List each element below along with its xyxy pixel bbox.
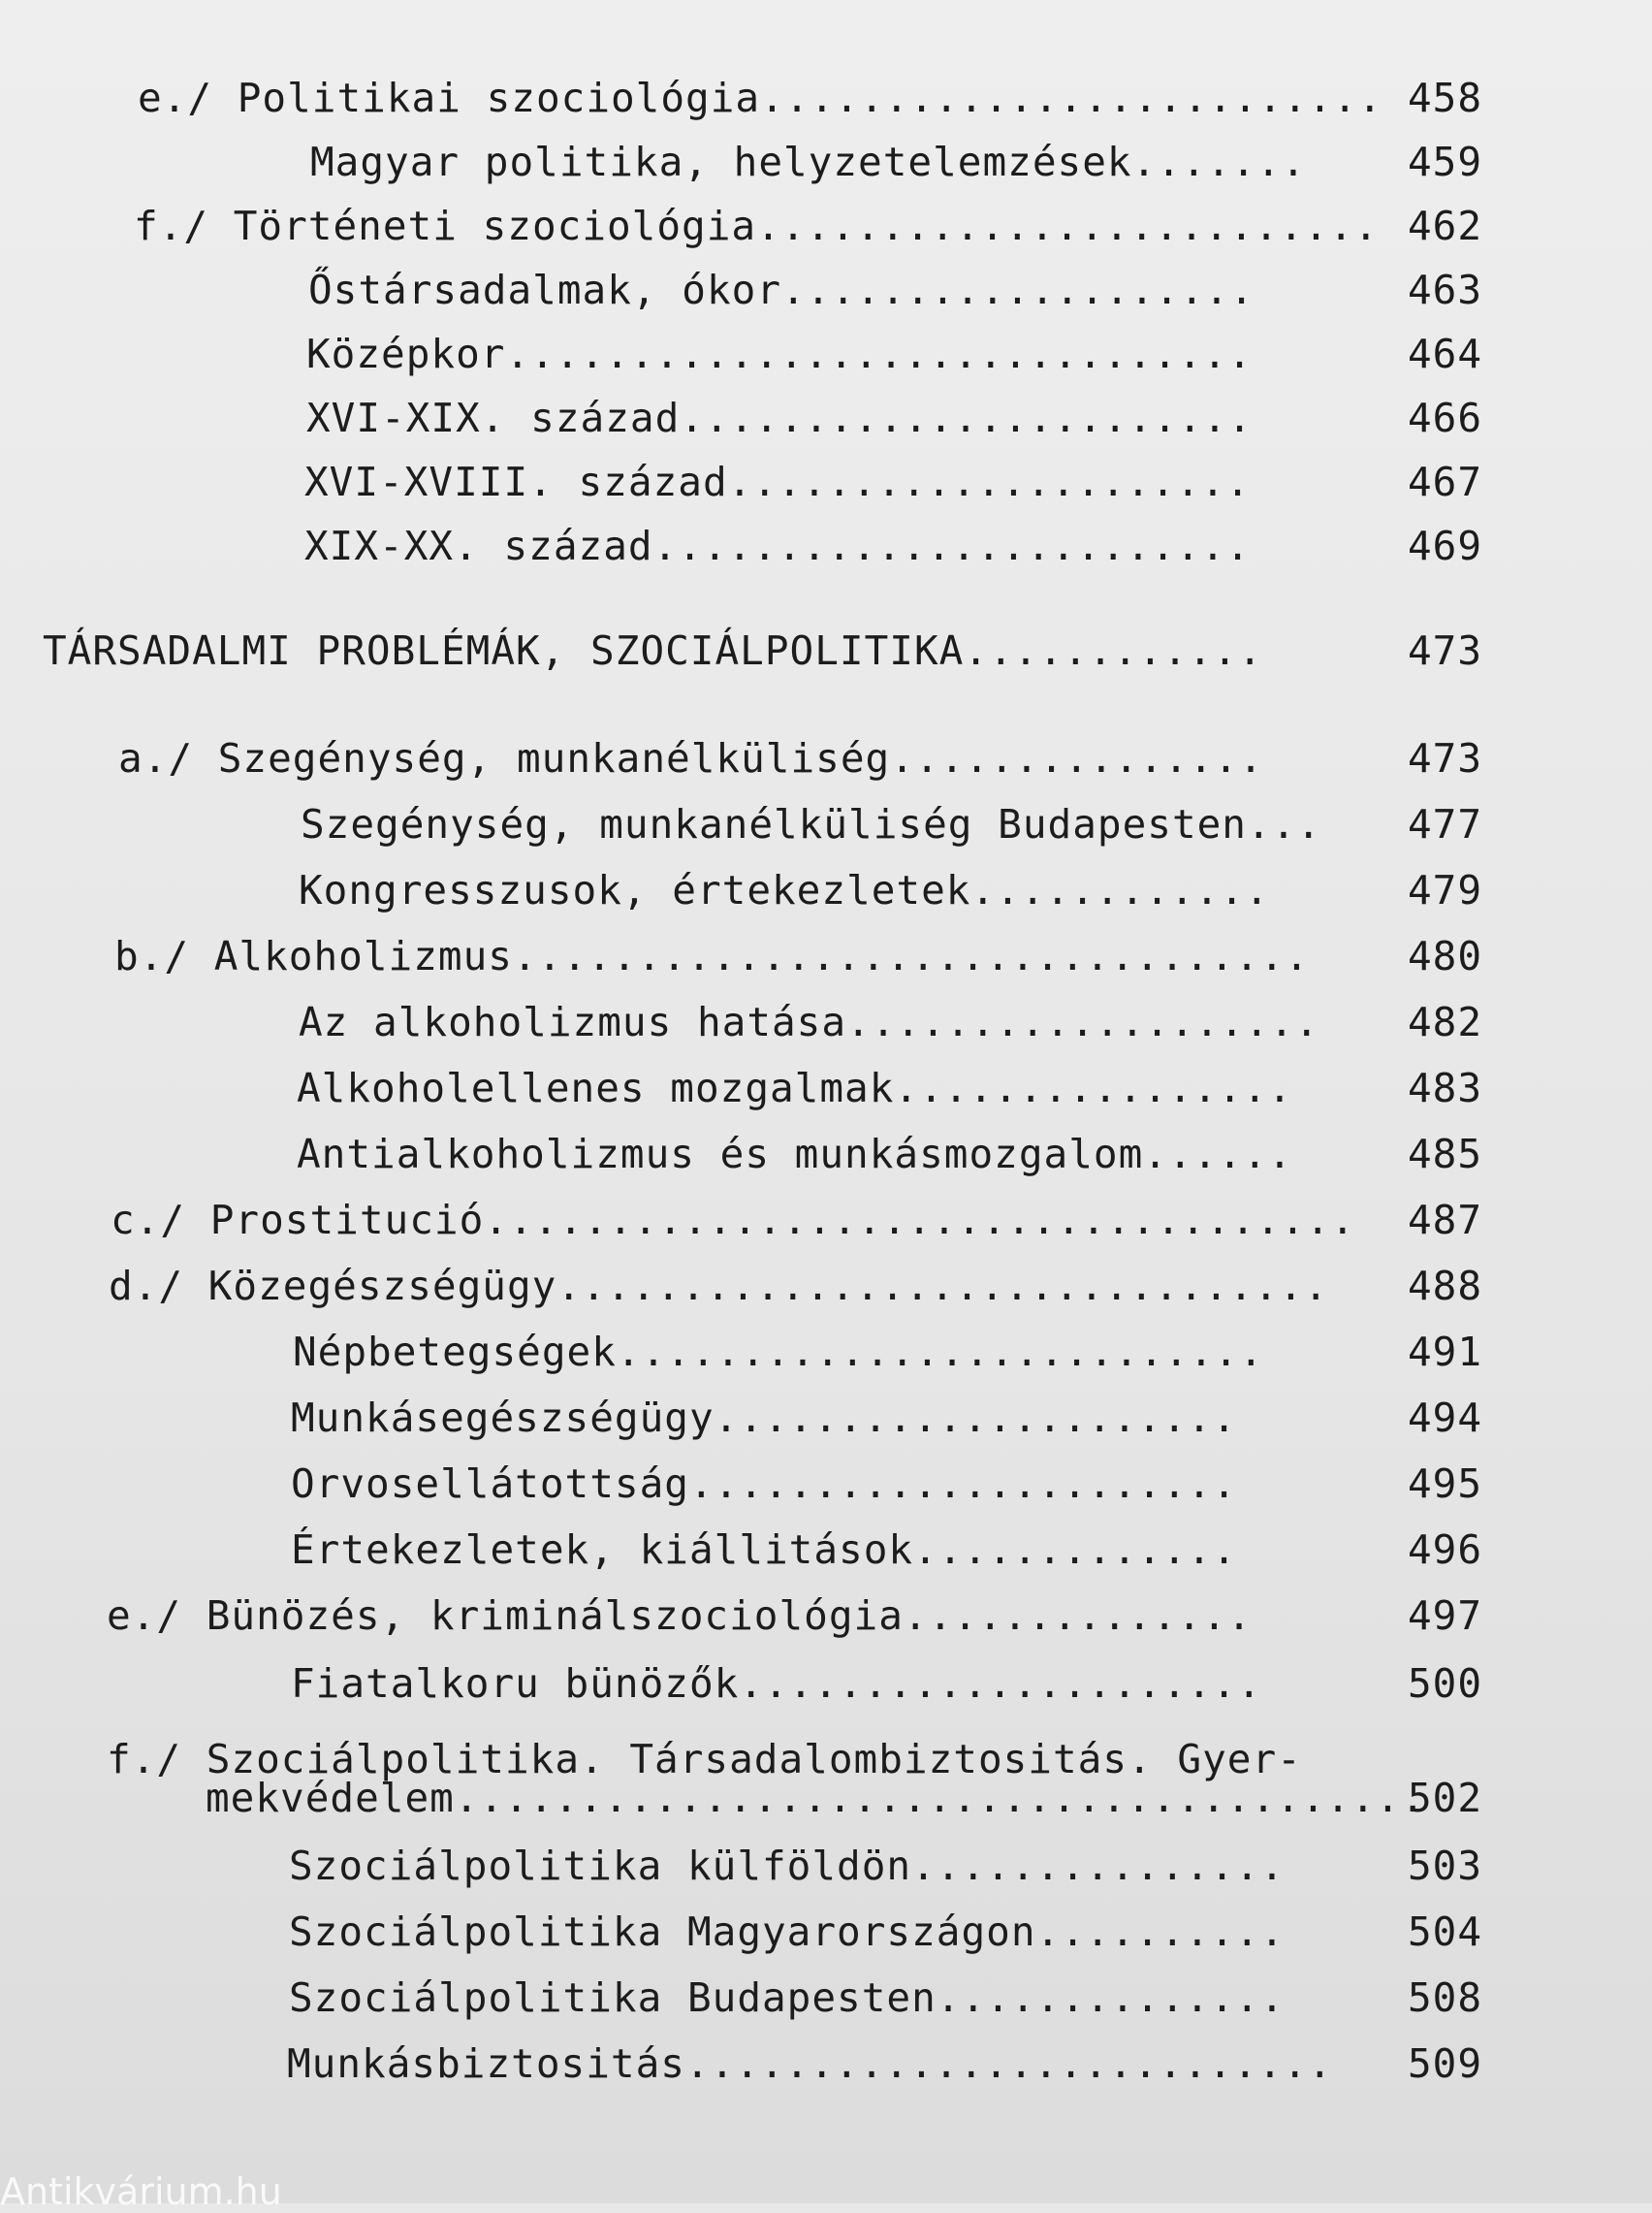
toc-entry-xvi-xix: XVI-XIX. század....................... [306, 395, 1253, 441]
toc-entry-kulfoldon: Szociálpolitika külföldön............... [289, 1843, 1286, 1889]
page-number: 477 [1408, 801, 1483, 848]
toc-entry-szocialpolitika: f./ Szociálpolitika. Társadalombiztositás. Gyer- [107, 1736, 1302, 1782]
toc-entry-fiatalkoru: Fiatalkoru bünözők..................... [291, 1660, 1262, 1707]
toc-entry-antialkoholizmus: Antialkoholizmus és munkásmozgalom...... [297, 1131, 1293, 1177]
toc-entry-ertekezletek: Értekezletek, kiállitások............. [291, 1526, 1237, 1573]
toc-entry-orvosellatottsag: Orvosellátottság...................... [291, 1460, 1237, 1507]
page-number: 488 [1408, 1263, 1483, 1309]
page-number: 509 [1408, 2040, 1483, 2087]
toc-entry-ostarsadalmak: Őstársadalmak, ókor................... [308, 267, 1255, 313]
page-number: 459 [1408, 139, 1483, 185]
page-number: 467 [1408, 459, 1483, 505]
toc-entry-kozegeszsegugy: d./ Közegészségügy............................... [109, 1263, 1329, 1309]
watermark: Antikvárium.hu [0, 2170, 282, 2213]
page-number: 495 [1408, 1460, 1483, 1507]
page-number: 491 [1408, 1329, 1483, 1375]
page-number: 466 [1408, 395, 1483, 441]
toc-section-heading: TÁRSADALMI PROBLÉMÁK, SZOCIÁLPOLITIKA............ [43, 627, 1263, 674]
page-number: 502 [1408, 1775, 1483, 1821]
page-number: 464 [1408, 331, 1483, 377]
page-number: 503 [1408, 1843, 1483, 1889]
page-number: 487 [1408, 1197, 1483, 1243]
page-number: 494 [1408, 1395, 1483, 1441]
toc-entry-kongresszusok: Kongresszusok, értekezletek............ [299, 867, 1270, 914]
toc-entry-munkasegeszsegugy: Munkásegészségügy..................... [291, 1395, 1237, 1441]
page-number: 479 [1408, 867, 1483, 914]
page-number: 473 [1408, 627, 1483, 674]
page-number: 480 [1408, 933, 1483, 979]
toc-entry-nepbetegsegek: Népbetegségek.......................... [293, 1329, 1264, 1375]
page-number: 504 [1408, 1908, 1483, 1955]
toc-entry-magyarorszagon: Szociálpolitika Magyarországon.......... [289, 1908, 1286, 1955]
page-number: 508 [1408, 1974, 1483, 2021]
toc-entry-alkoholizmus-hatasa: Az alkoholizmus hatása................... [299, 999, 1320, 1045]
page-number: 473 [1408, 735, 1483, 782]
page-number: 482 [1408, 999, 1483, 1045]
page-number: 485 [1408, 1131, 1483, 1177]
toc-entry-szegenyseg-budapesten: Szegénység, munkanélküliség Budapesten... [301, 801, 1322, 848]
toc-entry-prostitucio: c./ Prostitució................................... [111, 1197, 1356, 1243]
toc-entry-bunozes: e./ Bünözés, kriminálszociológia.............. [107, 1592, 1253, 1639]
toc-entry-szocialpolitika-cont: mekvédelem....................................... [206, 1775, 1426, 1821]
toc-entry-xvi-xviii: XVI-XVIII. század..................... [304, 459, 1251, 505]
page-number: 469 [1408, 523, 1483, 569]
page-number: 496 [1408, 1526, 1483, 1573]
page-number: 500 [1408, 1660, 1483, 1707]
page-number: 463 [1408, 267, 1483, 313]
toc-entry-xix-xx: XIX-XX. század........................ [304, 523, 1251, 569]
toc-entry-kozepkor: Középkor.............................. [306, 331, 1253, 377]
toc-entry-szegenyseg: a./ Szegénység, munkanélküliség............... [118, 735, 1264, 782]
toc-entry-politikai-szociologia: e./ Politikai szociológia......................... [138, 75, 1383, 121]
page-number: 497 [1408, 1592, 1483, 1639]
toc-entry-alkoholellenes: Alkoholellenes mozgalmak................ [297, 1065, 1293, 1111]
toc-entry-munkasbiztositas: Munkásbiztositás.......................... [287, 2040, 1333, 2087]
page-number: 458 [1408, 75, 1483, 121]
toc-entry-magyar-politika: Magyar politika, helyzetelemzések....... [310, 139, 1307, 185]
toc-entry-torteneti-szociologia: f./ Történeti szociológia......................... [134, 203, 1380, 249]
page-number: 462 [1408, 203, 1483, 249]
toc-entry-budapesten: Szociálpolitika Budapesten.............. [289, 1974, 1286, 2021]
page-number: 483 [1408, 1065, 1483, 1111]
toc-entry-alkoholizmus: b./ Alkoholizmus................................ [114, 933, 1310, 979]
